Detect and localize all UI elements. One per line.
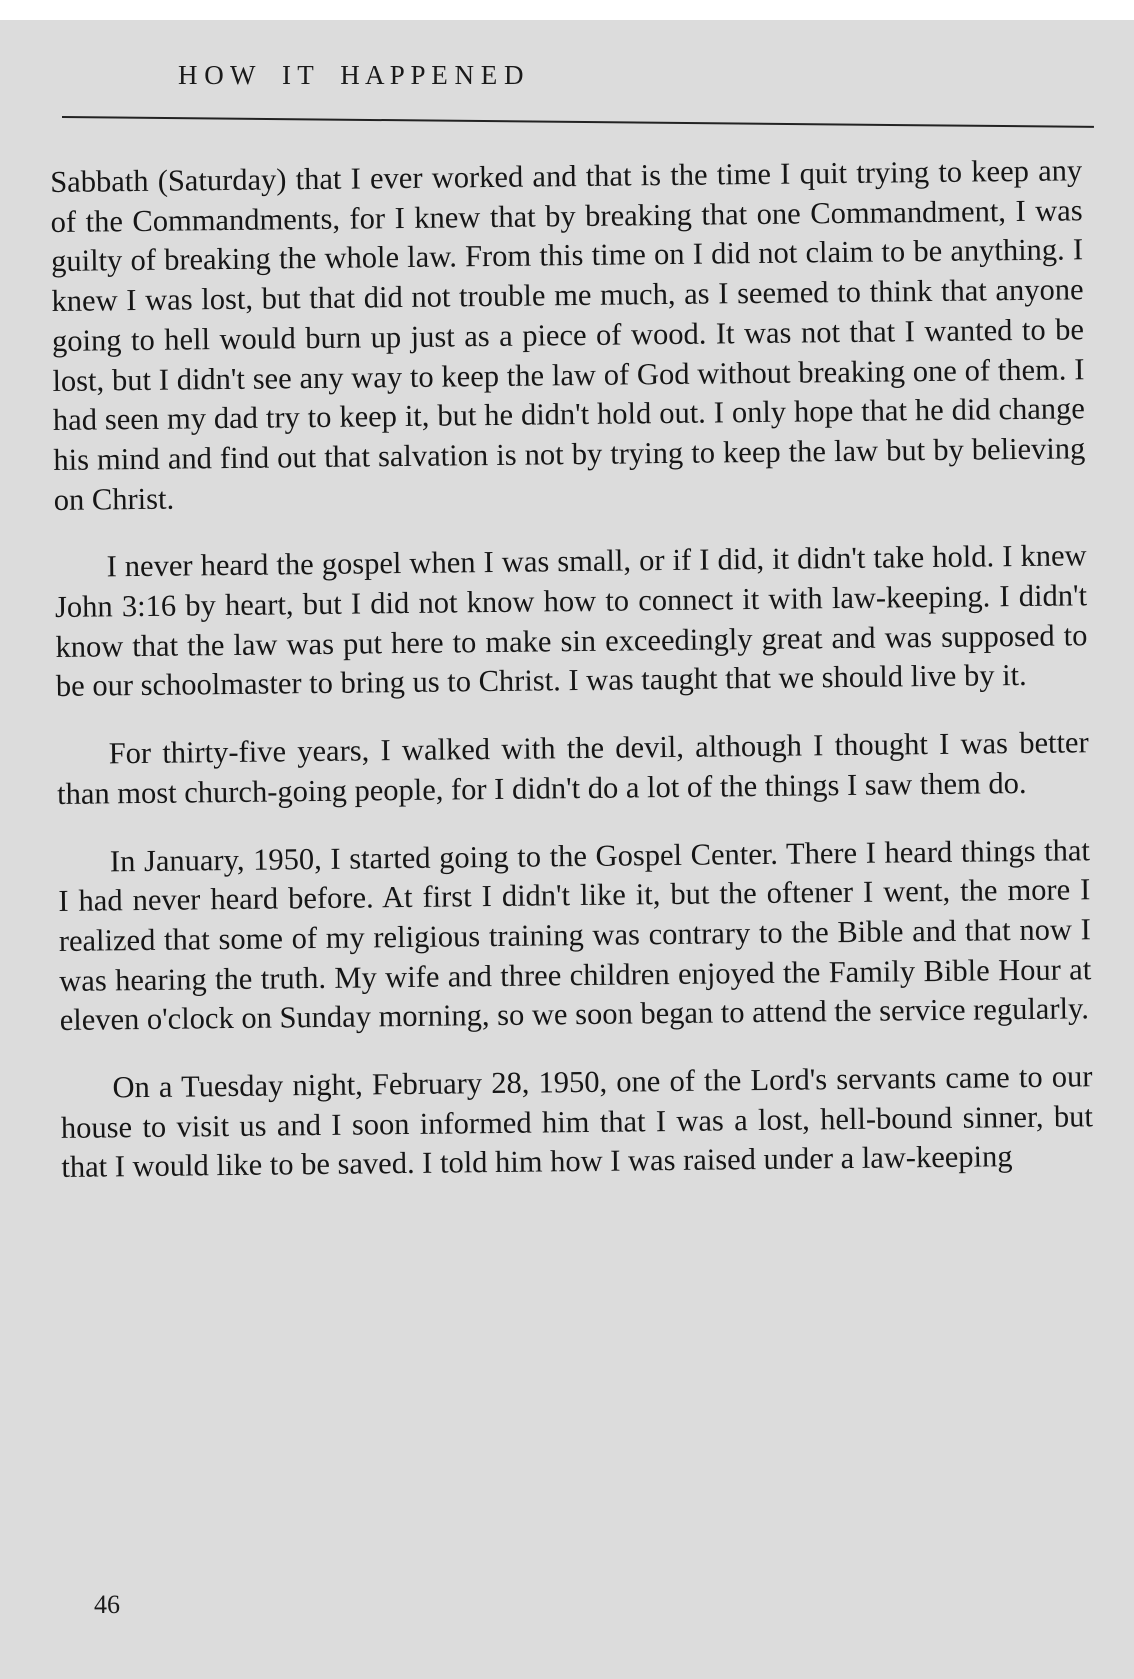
paragraph: For thirty-five years, I walked with the devil, although I thought I was better than most church-going people, for I didn't do a lot of the things I saw them do. [56,725,1089,811]
page-number: 46 [94,1590,120,1619]
paragraph: In January, 1950, I started going to the Gospel Center. There I heard things that I had never heard before. At first I didn't like it, but the oftener I went, the more I realized that some of my religious training was contrary to the Bible and that now I was hearing the truth. My wife and three children enjoyed the Family Bible Hour at eleven o'clock on Sunday morning, so we soon began to attend the service regularly. [58,832,1092,1038]
paragraph: Sabbath (Saturday) that I ever worked and that is the time I quit trying to keep any of the Commandments, for I knew that by breaking that one Commandment, I was guilty of breaking the whole law. From this time on I did not claim to be anything. I knew I was lost, but that did not trouble me much, as I seemed to think that anyone going to hell would burn up just as a piece of wood. It was not that I wanted to be lost, but I didn't see any way to keep the law of God without breaking one of them. I had seen my dad try to keep it, but he didn't hold out. I only hope that he did change his mind and find out that salvation is not by trying to keep the law but by believing on Christ. [50,153,1086,517]
body-text [50,151,1094,1216]
running-head: H O W I T H A P P E N E D [178,60,524,90]
paragraph: I never heard the gospel when I was small, or if I did, it didn't take hold. I knew John 3:16 by heart, but I did not know how to connect it with law-keeping. I didn't know that the law was put here to make sin exceedingly great and was supposed to be our schoolmaster to bring us to Christ. I was taught that we should live by it. [54,538,1088,704]
paragraph: On a Tuesday night, February 28, 1950, one of the Lord's servants came to our house to visit us and I soon informed him that I was a lost, hell-bound sinner, but that I would like to be saved. I told him how I was raised under a law-keeping [60,1059,1094,1185]
book-page [0,20,1134,1679]
header-rule [62,116,1094,128]
